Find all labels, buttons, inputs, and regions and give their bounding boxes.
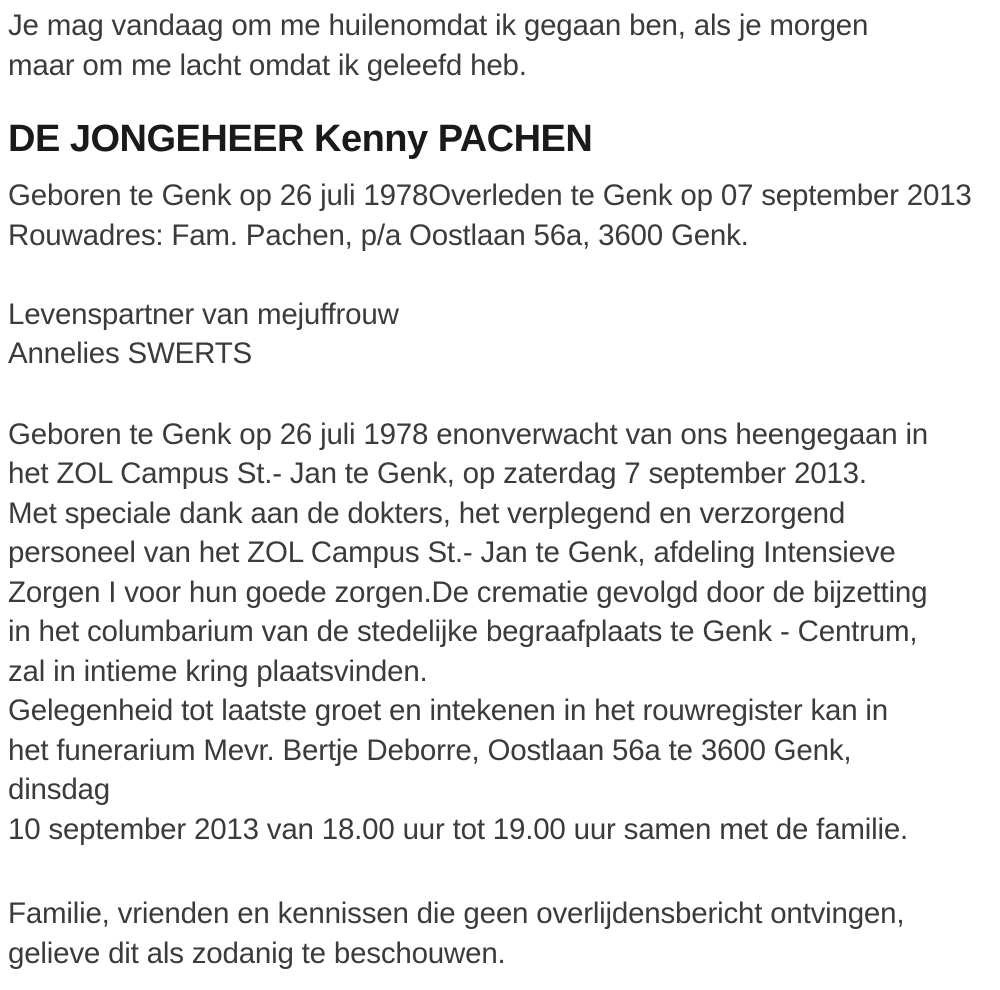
body-line: Geboren te Genk op 26 juli 1978 enonverwacht van ons heengegaan in [8, 417, 929, 451]
body-line: het ZOL Campus St.- Jan te Genk, op zaterdag 7 september 2013. [8, 457, 867, 490]
closing-line: gelieve dit als zodanig te beschouwen. [8, 936, 506, 970]
mourning-address-line: Rouwadres: Fam. Pachen, p/a Oostlaan 56a, 3600 Genk. [8, 218, 749, 252]
body-line: 10 september 2013 van 18.00 uur tot 19.00 uur samen met de familie. [8, 812, 909, 846]
quote-line: Je mag vandaag om me huilenomdat ik gegaan ben, als je morgen [8, 9, 869, 42]
birth-death-line: Geboren te Genk op 26 juli 1978Overleden te Genk op 07 september 2013 [8, 179, 972, 212]
body-line: Gelegenheid tot laatste groet en intekenen in het rouwregister kan in [8, 694, 888, 727]
body-line: zal in intieme kring plaatsvinden. [8, 654, 428, 688]
body-line: dinsdag [8, 773, 110, 806]
memorial-quote [8, 6, 996, 85]
closing-line: Familie, vrienden en kennissen die geen overlijdensbericht ontvingen, [8, 897, 905, 930]
partner-name-line: Annelies SWERTS [8, 337, 253, 370]
body-line: personeel van het ZOL Campus St.- Jan te Genk, afdeling Intensieve [8, 536, 896, 569]
body-line: het funerarium Mevr. Bertje Deborre, Oostlaan 56a te 3600 Genk, [8, 733, 852, 767]
quote-line: maar om me lacht omdat ik geleefd heb. [8, 48, 527, 82]
announcement-paragraph [8, 415, 996, 850]
body-line: Met speciale dank aan de dokters, het verplegend en verzorgend [8, 496, 846, 530]
body-line: in het columbarium van de stedelijke begraafplaats te Genk - Centrum, [8, 615, 918, 648]
body-line: Zorgen I voor hun goede zorgen.De crematie gevolgd door de bijzetting [8, 575, 928, 609]
deceased-name-title: DE JONGEHEER Kenny PACHEN [8, 118, 593, 160]
closing-paragraph [8, 894, 996, 973]
partner-paragraph [8, 295, 996, 374]
birth-death-paragraph [8, 176, 996, 255]
partner-intro-line: Levenspartner van mejuffrouw [8, 297, 399, 331]
